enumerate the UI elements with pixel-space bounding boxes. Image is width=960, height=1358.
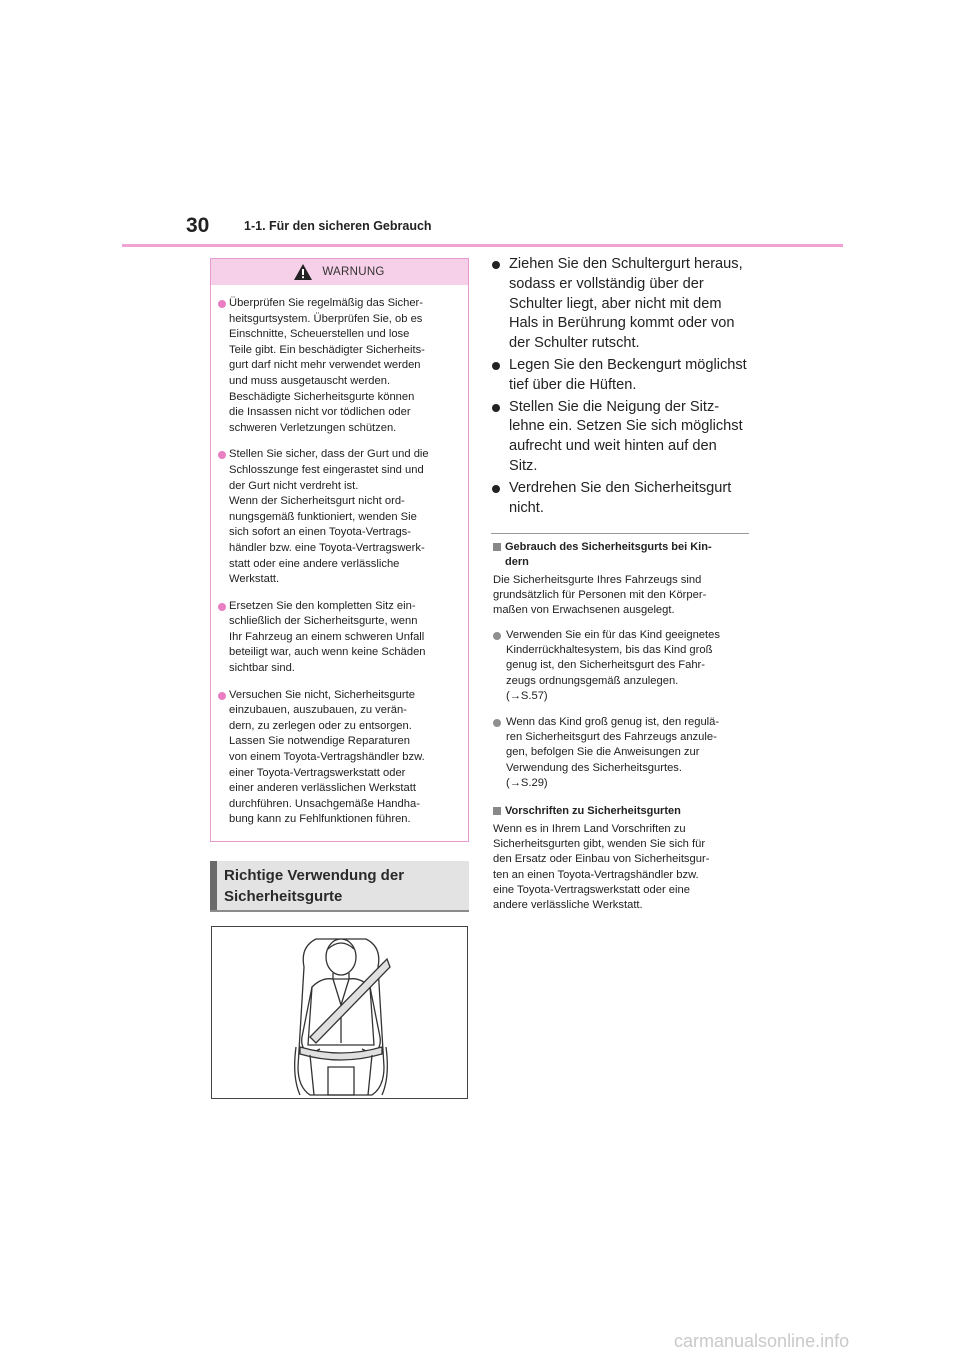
bullet-icon <box>218 692 226 700</box>
bullet-icon <box>492 485 500 493</box>
section-heading-box <box>210 861 469 912</box>
children-heading <box>493 540 712 569</box>
warning-item-text: Überprüfen Sie regelmäßig das Sicher- heitsgurtsystem. Überprüfen Sie, ob es Einschnitte, Scheuerstellen und lose Teile gibt. Ein beschädigter Sicherheits- gurt darf nicht mehr verwendet werden und muss ausgetauscht werden. Beschädigte Sicherheitsgurte können die Insassen nicht vor tödlichen oder schweren Verletzungen schützen. <box>229 297 425 434</box>
header-divider <box>122 244 843 247</box>
bullet-icon <box>492 362 500 370</box>
watermark: carmanualsonline.info <box>674 1331 850 1351</box>
page-number: 30 <box>186 214 210 237</box>
instruction-text: Verdrehen Sie den Sicherheitsgurt nicht. <box>509 479 732 516</box>
children-intro: Die Sicherheitsgurte Ihres Fahrzeugs sind grundsätzlich für Personen mit den Körper- maßen von Erwachsenen ausgelegt. <box>493 574 707 617</box>
regulations-heading-text: Vorschriften zu Sicherheitsgurten <box>505 805 681 817</box>
children-item-text: Wenn das Kind groß genug ist, den regulä- ren Sicherheitsgurt des Fahrzeugs anzule- gen, befolgen Sie die Anweisungen zur Verwendung des Sicherheitsgurtes. (→S.29) <box>506 716 720 789</box>
warning-item <box>217 599 460 677</box>
instruction-item <box>490 255 760 354</box>
warning-item <box>217 688 460 828</box>
warning-title: WARNUNG <box>322 266 385 278</box>
seatbelt-illustration <box>211 926 468 1099</box>
square-bullet-icon <box>493 543 501 551</box>
regulations-heading <box>493 804 681 819</box>
warning-box <box>210 258 469 842</box>
square-bullet-icon <box>493 807 501 815</box>
children-item-text: Verwenden Sie ein für das Kind geeignetes Kinderrückhaltesystem, bis das Kind groß genug ist, den Sicherheitsgurt des Fahr- zeugs ordnungsgemäß anzulegen. (→S.57) <box>506 629 720 702</box>
instruction-text: Stellen Sie die Neigung der Sitz- lehne ein. Setzen Sie sich möglichst aufrecht und weit hinten auf den Sitz. <box>509 398 743 474</box>
warning-item-text: Ersetzen Sie den kompletten Sitz ein- schließlich der Sicherheitsgurte, wenn Ihr Fahrzeug an einem schweren Unfall beteiligt war, auch wenn keine Schäden sichtbar sind. <box>229 599 426 675</box>
instruction-text: Legen Sie den Beckengurt möglichst tief über die Hüften. <box>509 356 747 393</box>
bullet-icon <box>493 719 501 727</box>
instruction-text: Ziehen Sie den Schultergurt heraus, sodass er vollständig über der Schulter liegt, aber nicht mit dem Hals in Berührung kommt oder von der Schulter rutscht. <box>509 256 743 352</box>
section-title: 1-1. Für den sicheren Gebrauch <box>244 219 432 233</box>
bullet-icon <box>492 261 500 269</box>
warning-list <box>211 285 468 828</box>
children-heading-text: Gebrauch des Sicherheitsgurts bei Kin- dern <box>505 541 712 568</box>
seated-person-icon <box>212 927 467 1098</box>
bullet-icon <box>493 632 501 640</box>
bullet-icon <box>218 300 226 308</box>
bullet-icon <box>218 451 226 459</box>
children-item <box>493 715 761 791</box>
regulations-text: Wenn es in Ihrem Land Vorschriften zu Sicherheitsgurten gibt, wenden Sie sich für den Ersatz oder Einbau von Sicherheitsgur- ten an einen Toyota-Vertragshändler bzw. eine Toyota-Vertragswerkstatt oder eine andere verlässliche Werkstatt. <box>493 823 710 912</box>
section-divider <box>491 533 749 534</box>
warning-item-text: Stellen Sie sicher, dass der Gurt und die Schlosszunge fest eingerastet sind und der Gurt nicht verdreht ist. Wenn der Sicherheitsgurt nicht ord- nungsgemäß funktioniert, wenden Sie sich sofort an einen Toyota-Vertrags- händler bzw. eine Toyota-Vertragswerk- statt oder eine andere verlässliche Werkstatt. <box>229 448 429 586</box>
warning-item <box>217 296 460 436</box>
instruction-item <box>490 356 760 396</box>
section-heading: Richtige Verwendung der Sicherheitsgurte <box>224 867 405 905</box>
warning-triangle-icon <box>294 264 312 280</box>
instruction-item <box>490 479 760 519</box>
instruction-item <box>490 398 760 477</box>
bullet-icon <box>218 603 226 611</box>
warning-header <box>211 259 468 285</box>
warning-item-text: Versuchen Sie nicht, Sicherheitsgurte einzubauen, auszubauen, zu verän- dern, zu zerlegen oder zu entsorgen. Lassen Sie notwendige Reparaturen von einem Toyota-Vertragshändler bzw. einer Toyota-Vertragswerkstatt oder einer anderen verlässlichen Werkstatt durchführen. Unsachgemäße Handha- bung kann zu Fehlfunktionen führen. <box>229 688 425 826</box>
children-item <box>493 628 761 704</box>
instruction-list <box>490 255 760 520</box>
warning-item <box>217 447 460 587</box>
bullet-icon <box>492 404 500 412</box>
heading-accent-bar <box>210 861 217 910</box>
